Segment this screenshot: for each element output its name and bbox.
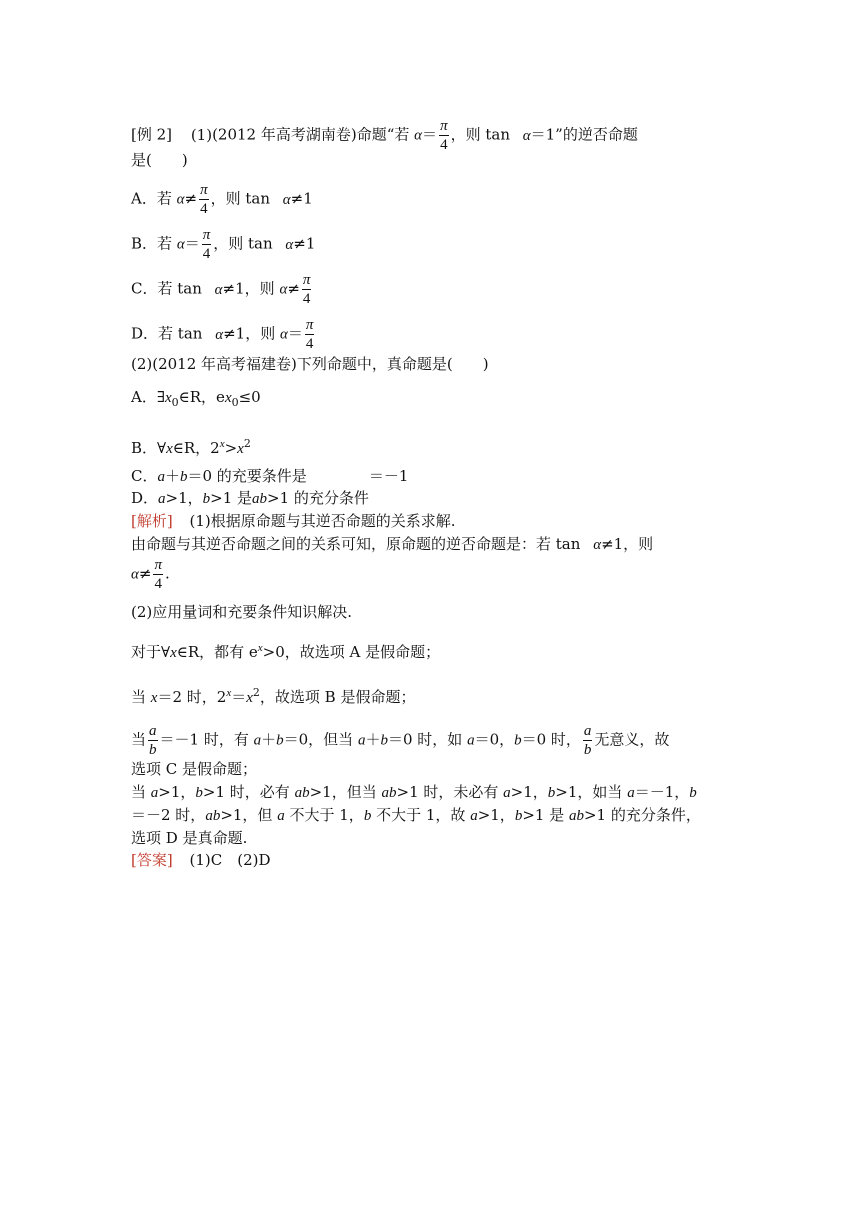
answer-line (131, 850, 271, 870)
question-2: (2)(2012 年高考福建卷)下列命题中，真命题是( ) (131, 355, 489, 373)
question-1-line-2: 是( ) (131, 151, 188, 169)
analysis-line-5: 对于∀x∈R，都有 $e^x>0$，故选项 A 是假命题； (131, 642, 441, 661)
example-tag: [例 2] (131, 125, 173, 144)
analysis-line-8: 选项 C 是假命题； (131, 760, 258, 778)
q2-option-c: C．a＋b＝0 的充要条件是 ＝－1 (131, 467, 409, 485)
q2-option-b: B．∀x∈R，$2^x>x^2$ (131, 437, 251, 457)
fraction-pi-over-4: $\frac{\pi}{4}$ (154, 557, 162, 592)
question-1-line-1: [例 2] (1)(2012 年高考湖南卷)命题“若 α＝ $\frac{\pi}{4}$ ，则 tan α＝1”的逆否命题 (131, 118, 638, 153)
analysis-line-10: ＝－2 时，ab>1，但 a 不大于 1，b 不大于 1，故 a>1，b>1 是 ab>1 的充分条件， (131, 806, 701, 824)
analysis-line-11: 选项 D 是真命题. (131, 829, 248, 847)
analysis-line-7: 当 $\frac{a}{b}$ ＝－1 时，有 a＋b＝0，但当 a＋b＝0 时，如 a＝0，b＝0 时， $\frac{a}{b}$ 无意义，故 (131, 723, 670, 758)
fraction-pi-over-4: $\frac{\pi}{4}$ (302, 272, 311, 307)
fraction-pi-over-4: $\frac{\pi}{4}$ (202, 227, 211, 262)
fraction-a-over-b: $\frac{a}{b}$ (149, 723, 157, 758)
analysis-line-9: 当 a>1，b>1 时，必有 ab>1，但当 ab>1 时，未必有 a>1，b>1，如当 a＝－1，b (131, 783, 697, 801)
option-b: B．若 α＝ $\frac{\pi}{4}$ ，则 tan α≠1 (131, 227, 316, 262)
q2-option-a: A．$\exists x_0\in R$，$ex_0\le 0$ (131, 388, 261, 409)
analysis-line-4: (2)应用量词和充要条件知识解决. (131, 603, 353, 621)
fraction-pi-over-4: $\frac{\pi}{4}$ (305, 317, 314, 352)
fraction-pi-over-4: $\frac{\pi}{4}$ (440, 118, 448, 153)
fraction-a-over-b: $\frac{a}{b}$ (583, 723, 592, 758)
analysis-line-3: α≠ $\frac{\pi}{4}$ . (131, 557, 170, 592)
analysis-line-6: 当 x＝2 时，$2^x=x^2$，故选项 B 是假命题； (131, 686, 416, 706)
option-d: D．若 tan α≠1，则 α＝ $\frac{\pi}{4}$ (131, 317, 314, 352)
answer-text: (1)C (2)D (189, 851, 271, 869)
option-c: C．若 tan α≠1，则 α≠ $\frac{\pi}{4}$ (131, 272, 311, 307)
analysis-tag: [解析] (131, 512, 173, 530)
fraction-pi-over-4: $\frac{\pi}{4}$ (200, 182, 208, 217)
q2-option-d: D．a>1，b>1 是ab>1 的充分条件 (131, 489, 369, 507)
analysis-line-1: [解析] (1)根据原命题与其逆否命题的关系求解. (131, 512, 456, 530)
option-a: A．若 α≠ $\frac{\pi}{4}$ ，则 tan α≠1 (131, 182, 313, 217)
analysis-line-2: 由命题与其逆否命题之间的关系可知，原命题的逆否命题是：若 tan α≠1，则 (131, 535, 654, 553)
answer-tag: [答案] (131, 851, 173, 869)
q1-source: (2012 年高考湖南卷) (212, 125, 357, 144)
